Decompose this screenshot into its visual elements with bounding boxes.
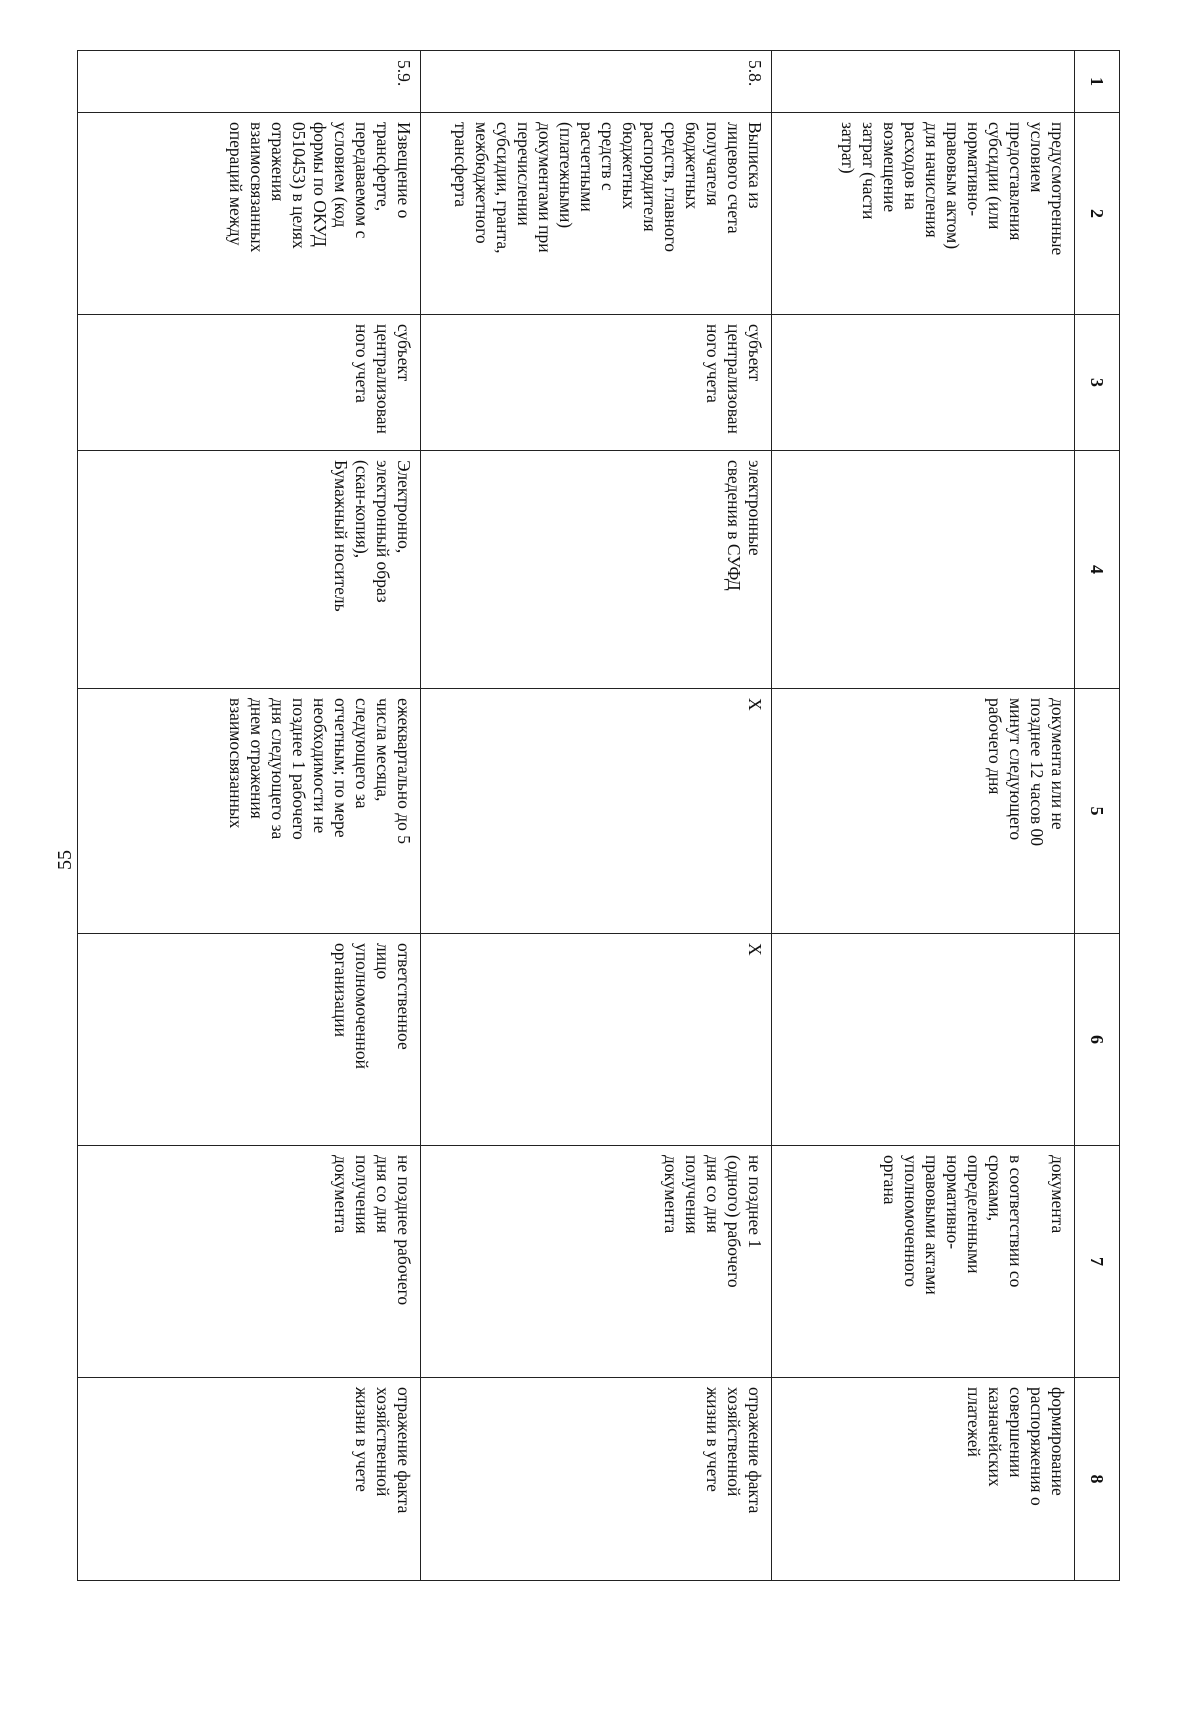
table-cell: документа в соответствии со сроками, определенными нормативно- правовыми актами уполномоченного органа <box>772 1146 1075 1378</box>
document-table-rotated <box>110 50 1120 1580</box>
table-row <box>421 51 772 1581</box>
column-header: 7 <box>1075 1146 1120 1378</box>
table-cell: предусмотренные условием предоставления субсидии (или нормативно- правовым актом) для начисления расходов на возмещение затрат (части затрат) <box>772 113 1075 315</box>
table-cell: Выписка из лицевого счета получателя бюджетных средств, главного распорядителя бюджетных средств с расчетными (платежными) документами при перечислении субсидии, гранта, межбюджетного трансферта <box>421 113 772 315</box>
column-header: 6 <box>1075 934 1120 1146</box>
table-cell: 5.9. <box>78 51 421 113</box>
table-cell: 5.8. <box>421 51 772 113</box>
table-cell: не позднее рабочего дня со дня получения документа <box>78 1146 421 1378</box>
table-cell: X <box>421 689 772 934</box>
column-header: 3 <box>1075 315 1120 451</box>
column-header: 2 <box>1075 113 1120 315</box>
table-cell <box>772 315 1075 451</box>
table-cell <box>772 934 1075 1146</box>
table-cell: электронные сведения в СУФД <box>421 451 772 689</box>
table-cell: Извещение о трансферте, передаваемом с условием (код формы по ОКУД 0510453) в целях отражения взаимосвязанных операций между <box>78 113 421 315</box>
table-row <box>78 51 421 1581</box>
table-cell: документа или не позднее 12 часов 00 минут следующего рабочего дня <box>772 689 1075 934</box>
table-header-row <box>1075 51 1120 1581</box>
table-cell: формирование распоряжения о совершении казначейских платежей <box>772 1378 1075 1581</box>
table-cell: Электронно, электронный образ (скан-копия), Бумажный носитель <box>78 451 421 689</box>
table-cell: ответственное лицо уполномоченной организации <box>78 934 421 1146</box>
document-table <box>77 50 1120 1581</box>
table-cell <box>772 51 1075 113</box>
column-header: 1 <box>1075 51 1120 113</box>
table-cell: субъект централизован ного учета <box>421 315 772 451</box>
column-header: 4 <box>1075 451 1120 689</box>
page-number: 55 <box>53 850 76 870</box>
table-cell: X <box>421 934 772 1146</box>
table-cell: отражение факта хозяйственной жизни в учете <box>421 1378 772 1581</box>
column-header: 8 <box>1075 1378 1120 1581</box>
table-cell <box>772 451 1075 689</box>
table-cell: отражение факта хозяйственной жизни в учете <box>78 1378 421 1581</box>
table-cell: ежеквартально до 5 числа месяца, следующего за отчетным; по мере необходимости не позднее 1 рабочего дня следующего за днем отражения взаимосвязанных <box>78 689 421 934</box>
table-cell: не позднее 1 (одного) рабочего дня со дня получения документа <box>421 1146 772 1378</box>
table-row <box>772 51 1075 1581</box>
table-cell: субъект централизован ного учета <box>78 315 421 451</box>
column-header: 5 <box>1075 689 1120 934</box>
